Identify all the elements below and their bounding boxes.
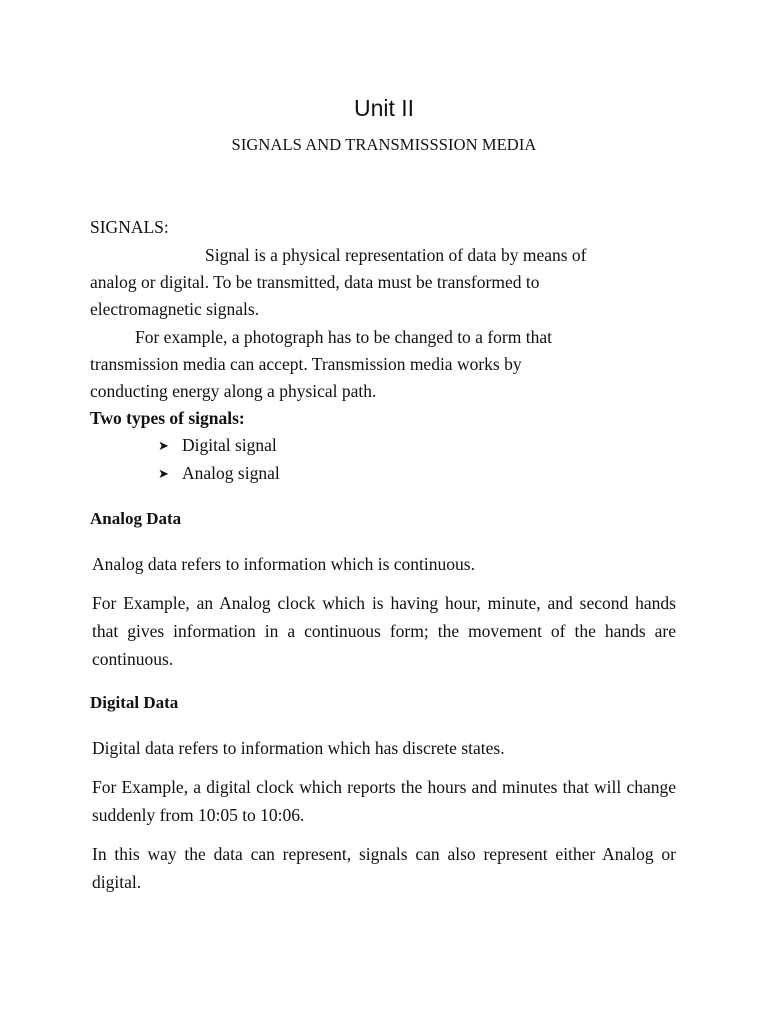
list-item: [158, 432, 280, 460]
signal-types-heading: Two types of signals:: [90, 408, 245, 428]
analog-data-heading: Analog Data: [90, 509, 182, 528]
analog-example: For Example, an Analog clock which is having hour, minute, and second hands that gives information in a continuous form; the movement of the hands are continuous.: [92, 593, 676, 669]
signals-line-3: electromagnetic signals.: [90, 299, 260, 319]
signals-line-6: conducting energy along a physical path.: [90, 381, 377, 401]
signal-types-list: [158, 432, 280, 487]
signals-line-2: analog or digital. To be transmitted, data must be transformed to: [90, 272, 540, 292]
analog-data-section: [92, 550, 676, 673]
list-item-label: Analog signal: [182, 462, 280, 483]
list-item: [158, 460, 280, 488]
signals-line-1: Signal is a physical representation of data by means of: [205, 245, 587, 265]
signals-heading: SIGNALS:: [90, 217, 169, 237]
digital-data-heading: Digital Data: [90, 693, 179, 712]
list-item-label: Digital signal: [182, 435, 277, 455]
digital-example: For Example, a digital clock which reports the hours and minutes that will change suddenly from 10:05 to 10:06.: [92, 777, 676, 825]
arrow-bullet-icon: ➤: [158, 438, 169, 453]
arrow-bullet-icon: ➤: [158, 465, 169, 481]
unit-title: Unit II: [353, 95, 415, 121]
signals-line-5: transmission media can accept. Transmission media works by: [90, 354, 522, 374]
digital-data-section: [92, 734, 676, 896]
unit-subtitle: SIGNALS AND TRANSMISSSION MEDIA: [231, 135, 537, 154]
analog-definition: Analog data refers to information which is continuous.: [92, 554, 475, 574]
digital-definition: Digital data refers to information which has discrete states.: [92, 738, 505, 758]
signals-line-4: For example, a photograph has to be changed to a form that: [135, 327, 552, 347]
digital-conclusion: In this way the data can represent, signals can also represent either Analog or digital.: [92, 844, 676, 892]
